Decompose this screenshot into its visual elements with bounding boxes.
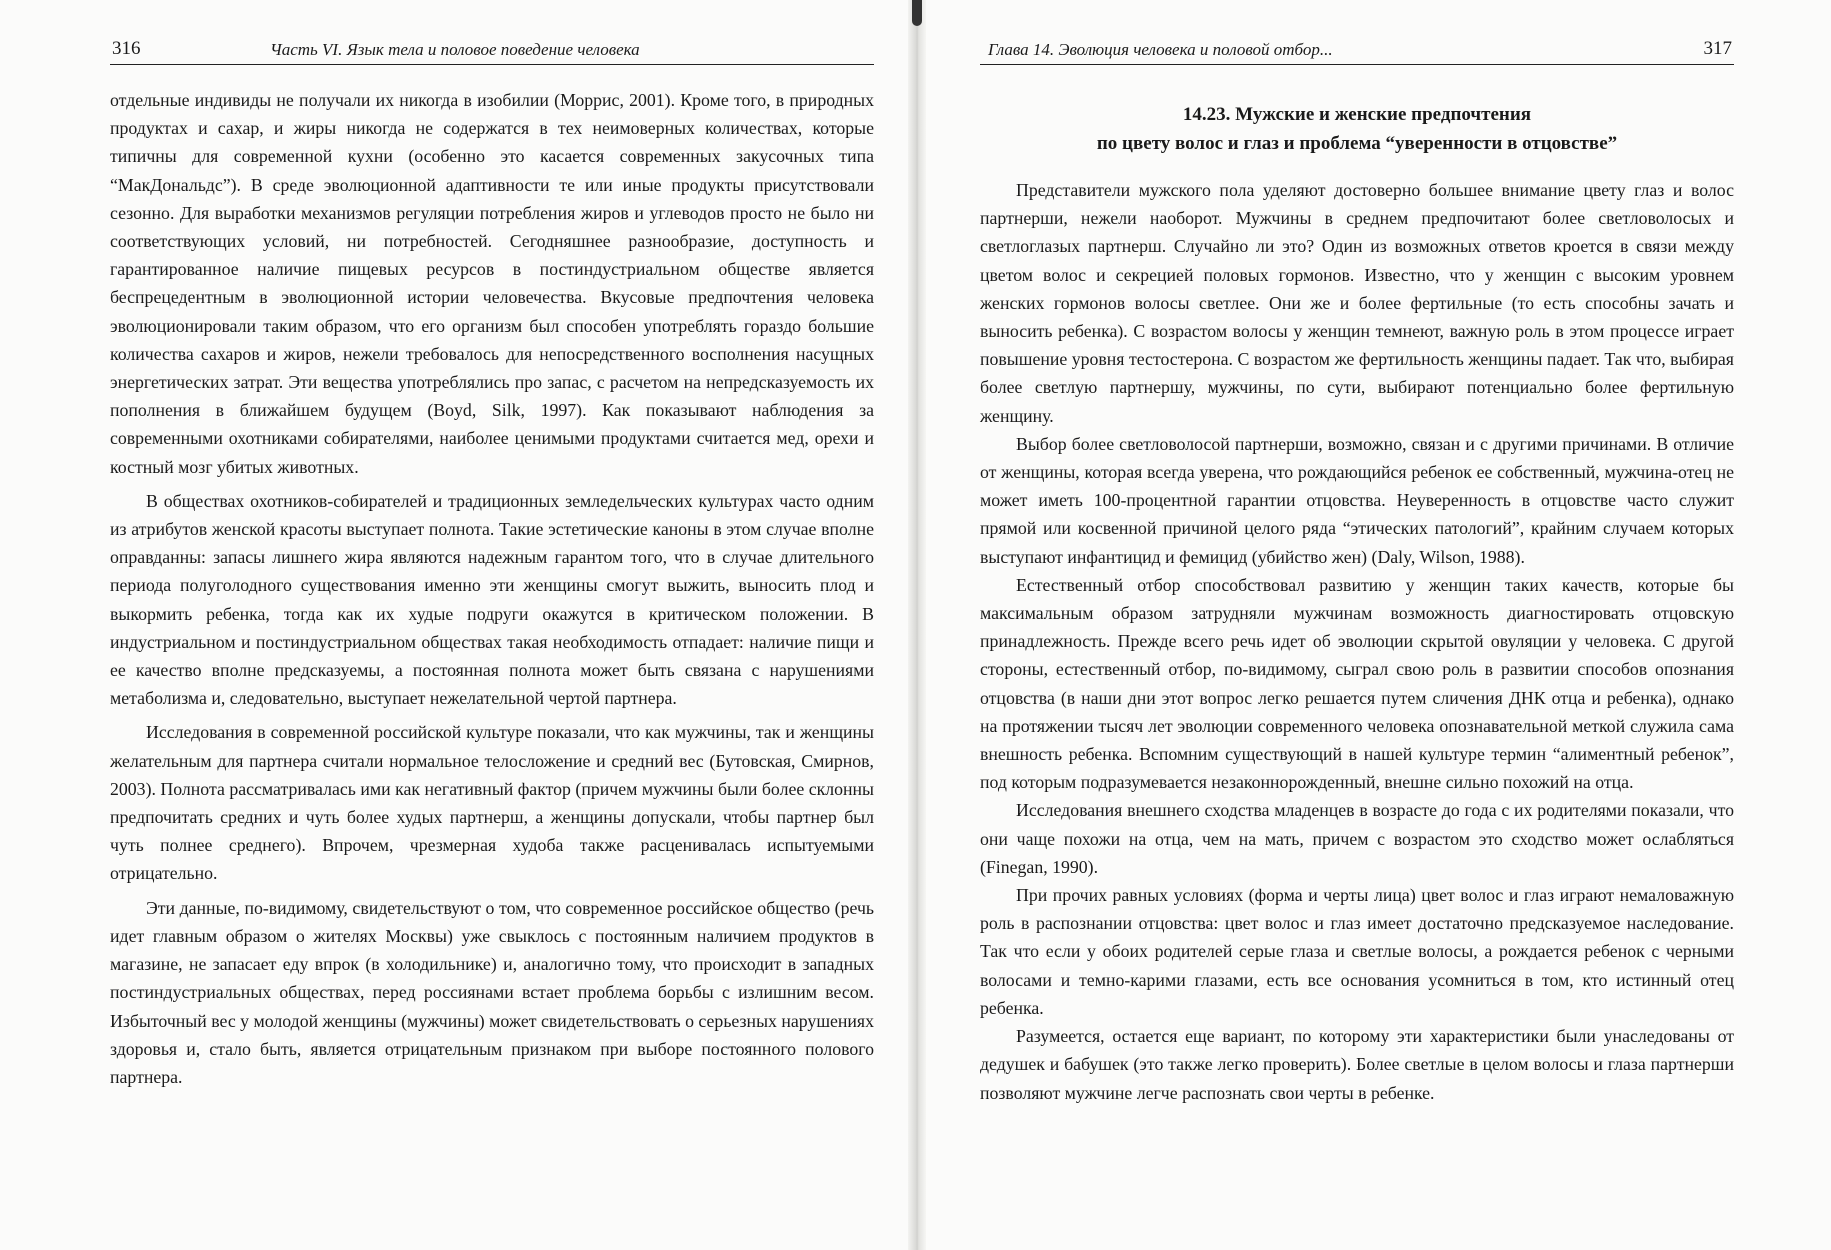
gutter-mark (912, 0, 922, 26)
right-paragraph-2: Выбор более светловолосой партнерши, возможно, связан и с другими причинами. В отличие от женщины, которая всегда уверена, что рождающийся ребенок ее собственный, мужчина-отец не может иметь 100-процентной гарантии отцовства. Неуверенность в отцовстве часто служит прямой или косвенной причиной целого ряда “этических патологий”, крайним случаем которых выступают инфантицид и фемицид (убийство жен) (Daly, Wilson, 1988). (980, 433, 1734, 567)
left-paragraph-3: Исследования в современной российской культуре показали, что как мужчины, так и женщины желательным для партнера считали нормальное телосложение и средний вес (Бутовская, Смирнов, 2003). Полнота рассматривалась ими как негативный фактор (причем мужчины были более склонны предпочитать средних и чуть более худых партнерш, а женщины допускали, чтобы партнер был чуть полнее среднего). Впрочем, чрезмерная худоба также расценивалась испытуемыми отрицательно. (110, 722, 874, 884)
left-running-head (110, 36, 874, 65)
right-paragraph-5: При прочих равных условиях (форма и черты лица) цвет волос и глаз играют немаловажную роль в распознании отцовства: цвет волос и глаз имеет достаточно предсказуемое наследование. Так что если у обоих родителей серые глаза и светлые волосы, а рождается ребенок с черными волосами и темно-карими глазами, есть все основания усомниться в том, кто истинный отец ребенка. (980, 885, 1734, 1018)
right-running-title: Глава 14. Эволюция человека и половой отбор... (988, 40, 1333, 59)
section-heading-line-2: по цвету волос и глаз и проблема “уверенности в отцовстве” (1096, 133, 1618, 154)
left-page-body (110, 86, 874, 1091)
section-heading-line-1: 14.23. Мужские и женские предпочтения (1182, 104, 1532, 125)
right-paragraph-3: Естественный отбор способствовал развитию у женщин таких качеств, которые бы максимальным образом затрудняли мужчинам возможность диагностировать отцовскую принадлежность. Прежде всего речь идет об эволюции скрытой овуляции у человека. С другой стороны, естественный отбор, по-видимому, сыграл свою роль в развитии способов опознания отцовства (в наши дни этот вопрос легко решается путем сличения ДНК отца и ребенка), однако на протяжении тысяч лет эволюции современного человека опознавательной меткой служила сама внешность ребенка. Вспомним существующий в нашей культуре термин “алиментный ребенок”, под которым подразумевается незаконнорожденный, внешне сильно похожий на отца. (980, 574, 1734, 793)
left-page (110, 0, 874, 1250)
left-paragraph-4: Эти данные, по-видимому, свидетельствуют о том, что современное российское общество (речь идет главным образом о жителях Москвы) уже свыклось с постоянным наличием продуктов в магазине, не запасает еду впрок (в холодильнике) и, аналогично тому, что происходит в западных постиндустриальных обществах, перед россиянами встает проблема борьбы с излишним весом. Избыточный вес у молодой женщины (мужчины) может свидетельствовать о серьезных нарушениях здоровья и, стало быть, является отрицательным признаком при выборе постоянного полового партнера. (110, 897, 874, 1087)
right-paragraph-1: Представители мужского пола уделяют достоверно большее внимание цвету глаз и волос партнерши, нежели наоборот. Мужчины в среднем предпочитают более светловолосых и светлоглазых партнерш. Случайно ли это? Один из возможных ответов кроется в связи между цветом волос и секрецией половых гормонов. Известно, что у женщин с высоким уровнем женских гормонов волосы светлее. Они же и более фертильные (то есть способны зачать и выносить ребенка). С возрастом волосы у женщин темнеют, важную роль в этом процессе играет повышение уровня тестостерона. С возрастом же фертильность женщины падает. Так что, выбирая более светлую партнершу, мужчины, по сути, выбирают потенциально более фертильную женщину. (980, 180, 1734, 426)
left-paragraph-2: В обществах охотников-собирателей и традиционных земледельческих культурах часто одним из атрибутов женской красоты выступает полнота. Такие эстетические каноны в этом случае вполне оправданны: запасы лишнего жира являются надежным гарантом того, что в случае длительного периода полуголодного существования именно эти женщины смогут выжить, выносить плод и выкормить ребенка, тогда как их худые подруги окажутся в критическом положении. В индустриальном и постиндустриальном обществах такая необходимость отпадает: наличие пищи и ее качество вполне предсказуемы, а постоянная полнота может быть связана с нарушениями метаболизма и, следовательно, выступает нежелательной чертой партнера. (110, 490, 874, 709)
right-paragraph-4: Исследования внешнего сходства младенцев в возрасте до года с их родителями показали, что они чаще похожи на отца, чем на мать, причем с возрастом это сходство может ослабляться (Finegan, 1990). (980, 800, 1734, 877)
right-page-number: 317 (1703, 38, 1732, 59)
right-page-body (980, 176, 1734, 1107)
section-heading (980, 100, 1734, 158)
right-page (980, 0, 1734, 1250)
right-running-head (980, 36, 1734, 65)
left-paragraph-1: отдельные индивиды не получали их никогда в изобилии (Моррис, 2001). Кроме того, в природных продуктах и сахар, и жиры никогда не содержатся в тех неимоверных количествах, которые типичны для современной кухни (особенно это касается современных закусочных типа “МакДональдс”). В среде эволюционной адаптивности те или иные продукты присутствовали сезонно. Для выработки механизмов регуляции потребления жиров и углеводов просто не было ни соответствующих условий, ни потребностей. Сегодняшнее разнообразие, доступность и гарантированное наличие пищевых ресурсов в постиндустриальном обществе является беспрецедентным в эволюционной истории человечества. Вкусовые предпочтения человека эволюционировали таким образом, что его организм был способен употреблять гораздо большие количества сахаров и жиров, нежели требовалось для непосредственного восполнения насущных энергетических затрат. Эти вещества употреблялись про запас, с расчетом на непредсказуемость их пополнения в ближайшем будущем (Boyd, Silk, 1997). Как показывают наблюдения за современными охотниками собирателями, наиболее ценимыми продуктами считается мед, орехи и костный мозг убитых животных. (110, 90, 874, 477)
right-paragraph-6: Разумеется, остается еще вариант, по которому эти характеристики были унаследованы от дедушек и бабушек (это также легко проверить). Более светлые в целом волосы и глаза партнерши позволяют мужчине легче распознать свои черты в ребенке. (980, 1026, 1734, 1103)
left-running-title: Часть VI. Язык тела и половое поведение человека (270, 40, 640, 59)
book-gutter (908, 0, 926, 1250)
left-page-number: 316 (112, 38, 141, 59)
